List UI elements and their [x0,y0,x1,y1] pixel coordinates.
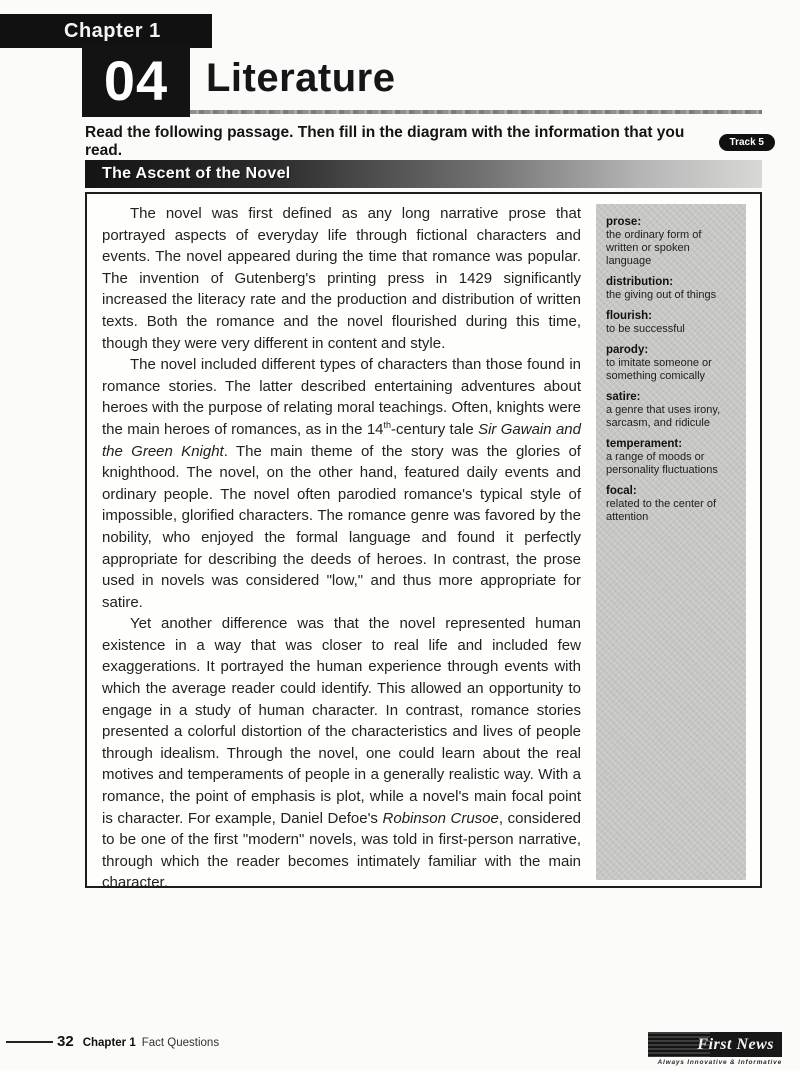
vocab-definition: a genre that uses irony, sarcasm, and ridicule [606,404,721,429]
vocab-term: flourish: [606,310,652,322]
reading-box [85,192,762,892]
vocab-definition: related to the center of attention [606,498,717,523]
passage-paragraph: The novel was first defined as any long narrative prose that portrayed aspects of everyday life through fictional characters and events. The novel appeared during the time that romance was popular. The invention of Gutenberg's printing press in 1429 significantly increased the literacy rate and the production and distribution of written texts. Both the romance and the novel flourished during this time, though they were very different in content and style. [102,205,581,352]
passage-titlebar [85,160,762,188]
vocab-term: parody: [606,344,649,356]
passage-paragraph: The novel included different types of characters than those found in romance stories. The latter described entertaining adventures about heroes with the purpose of relating moral teachings. Often, knights were the main heroes of romances, as in the 14th-century tale Sir Gawain and the Green Knight. The main theme of the story was the glories of knighthood. The novel, on the other hand, featured daily events and ordinary people. The novel often parodied romance's typical style of impossible, glorified characters. The romance genre was favored by the nobility, who enjoyed the formal language and found it perfectly appropriate for describing the deeds of heroes. In contrast, the prose used in novels was considered "low," and thus more appropriate for satire. [102,356,581,611]
vocab-entry [606,276,736,302]
passage-paragraph: Yet another difference was that the novel represented human existence in a way that was closer to real life and included few exaggerations. It portrayed the human experience through events with which the average reader could identify. This allowed an opportunity to engage in a study of human character. In contrast, romance stories presented a colorful distortion of the characteristics and lives of people through idealism. Through the novel, one could learn about the real motives and temperaments of people in a generally realistic way. With a romance, the point of emphasis is plot, while a novel's main focal point is character. For example, Daniel Defoe's Robinson Crusoe, considered to be one of the first "modern" novels, was told in first-person narrative, through which the reader becomes intimately familiar with the main character. [102,615,581,892]
vocab-term: temperament: [606,438,683,450]
vocab-entry [606,485,736,524]
footer-rule [6,1041,53,1043]
vocab-entry [606,344,736,383]
footer-chapter-label: Chapter 1 [82,1037,136,1049]
vocab-definition: the giving out of things [606,289,717,301]
footer-left [57,1033,219,1050]
page-number: 32 [57,1033,74,1050]
instruction-text: Read the following passage. Then fill in the diagram with the information that you read. [85,124,685,159]
vocab-definition: to imitate someone or something comically [606,357,712,382]
instruction-row [85,124,775,159]
vocab-definition: a range of moods or personality fluctuations [606,451,718,476]
publisher-logo-box [648,1032,782,1057]
vocab-term: prose: [606,216,642,228]
vocab-definition: to be successful [606,323,685,335]
vocab-term: satire: [606,391,641,403]
publisher-logo [648,1032,782,1066]
publisher-tagline: Always Innovative & Informative [657,1059,782,1066]
vocab-entry [606,391,736,430]
vocab-list [606,216,736,524]
chapter-label: Chapter 1 [64,19,161,42]
vocab-definition: the ordinary form of written or spoken language [606,229,702,267]
audio-track-badge: Track 5 [719,134,775,151]
passage-title: The Ascent of the Novel [102,165,291,182]
vocab-term: distribution: [606,276,674,288]
chapter-banner [0,14,212,48]
unit-number: 04 [103,49,169,112]
vocab-entry [606,438,736,477]
footer-section-label: Fact Questions [141,1037,220,1049]
vocab-entry [606,216,736,268]
vocab-term: focal: [606,485,637,497]
passage-paragraphs [102,203,581,894]
unit-title: Literature [206,56,396,100]
vocab-entry [606,310,736,336]
unit-number-box [82,45,190,117]
publisher-name: First News [697,1035,774,1053]
title-underline [190,110,762,114]
vocab-sidebar [596,204,746,880]
